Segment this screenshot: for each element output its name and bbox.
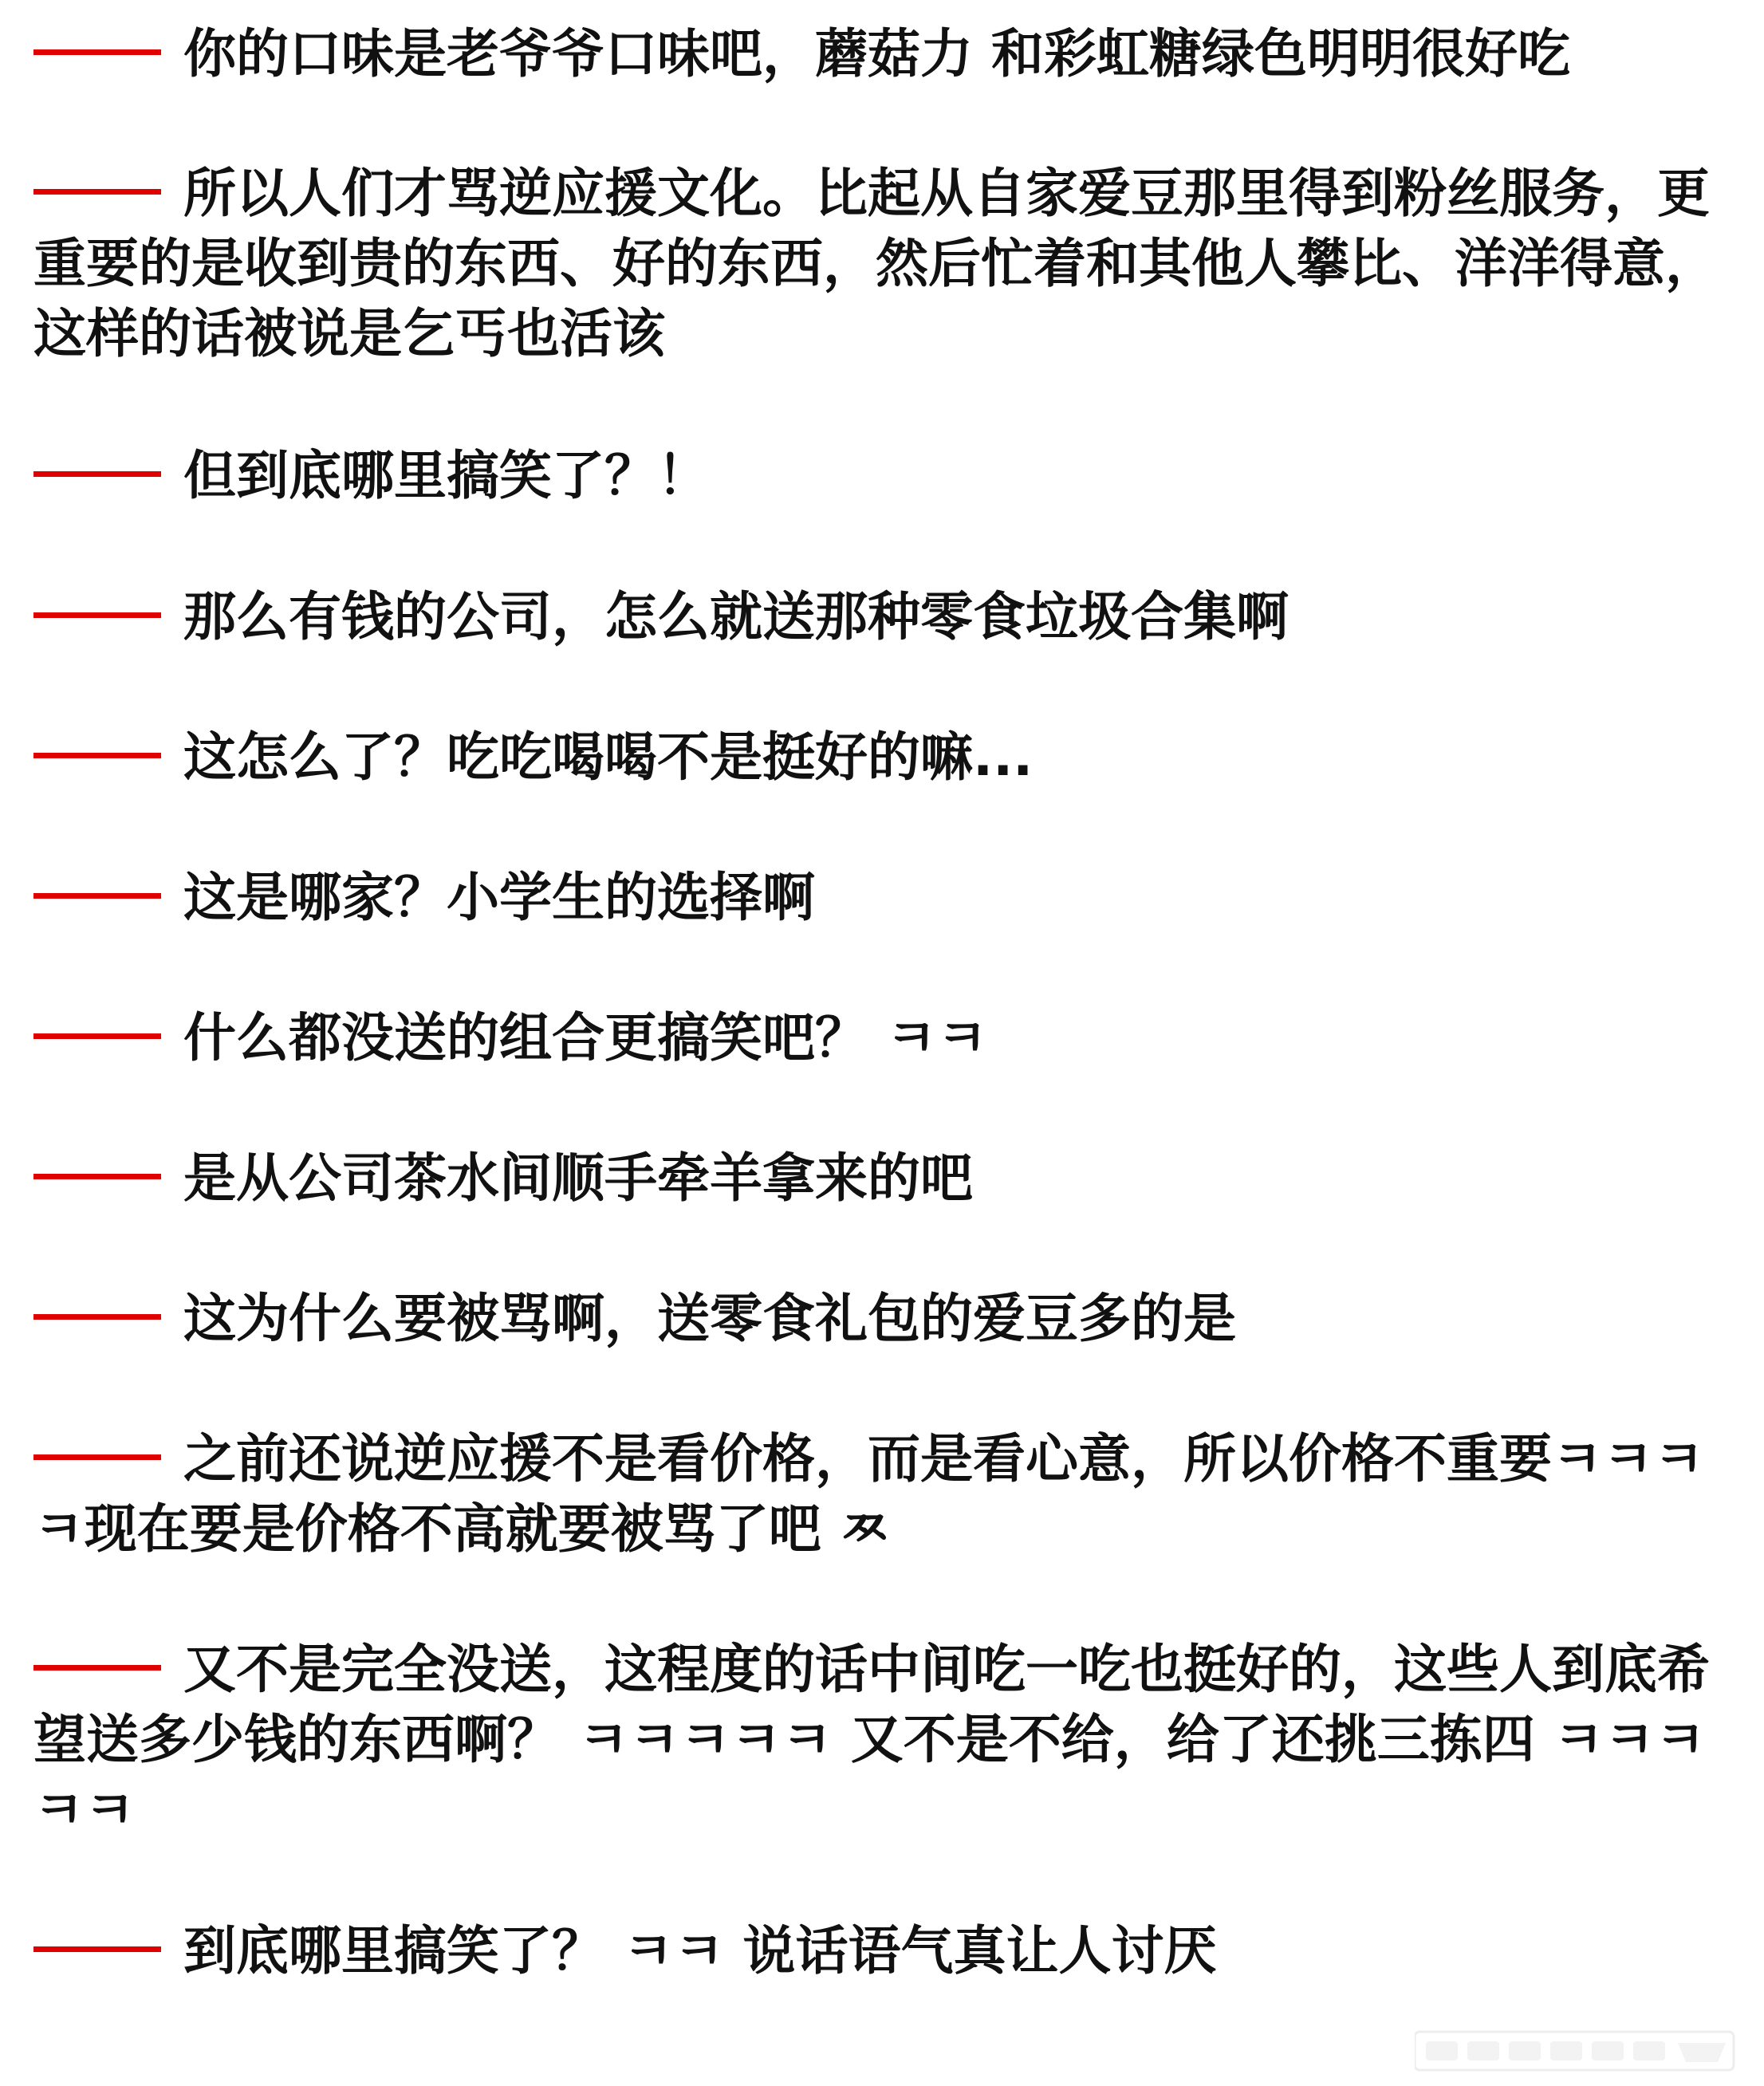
red-dash-icon [33, 1665, 161, 1671]
comment-text: 之前还说逆应援不是看价格，而是看心意，所以价格不重要ㅋㅋㅋㅋ现在要是价格不高就要被骂了吧 ㅉ [33, 1428, 1705, 1560]
comment-text: 这怎么了？吃吃喝喝不是挺好的嘛... [183, 726, 1034, 788]
watermark-logo [1415, 2027, 1750, 2075]
red-dash-icon [33, 1033, 161, 1039]
red-dash-icon [33, 1946, 161, 1952]
red-dash-icon [33, 189, 161, 195]
comment-item [33, 441, 1724, 511]
comment-item [33, 159, 1724, 369]
red-dash-icon [33, 1454, 161, 1460]
comment-item [33, 1916, 1724, 1986]
comment-text: 所以人们才骂逆应援文化。比起从自家爱豆那里得到粉丝服务，更重要的是收到贵的东西、好的东西，然后忙着和其他人攀比、洋洋得意，这样的话被说是乞丐也活该 [33, 163, 1718, 364]
comment-text: 到底哪里搞笑了？ ㅋㅋ 说话语气真让人讨厌 [183, 1920, 1217, 1982]
comment-item [33, 1003, 1724, 1073]
red-dash-icon [33, 1174, 161, 1179]
comment-text: 什么都没送的组合更搞笑吧？ ㅋㅋ [183, 1007, 988, 1069]
red-dash-icon [33, 1314, 161, 1320]
comment-text: 是从公司茶水间顺手牵羊拿来的吧 [183, 1147, 973, 1209]
comment-item [33, 722, 1724, 793]
comment-item [33, 1284, 1724, 1354]
red-dash-icon [33, 753, 161, 758]
red-dash-icon [33, 49, 161, 55]
comment-text: 你的口味是老爷爷口味吧，蘑菇力 和彩虹糖绿色明明很好吃 [183, 23, 1570, 85]
comment-item [33, 1635, 1724, 1845]
comment-text: 但到底哪里搞笑了？！ [183, 445, 710, 506]
comment-item [33, 19, 1724, 89]
comment-text: 那么有钱的公司，怎么就送那种零食垃圾合集啊 [183, 586, 1289, 647]
comment-item [33, 1143, 1724, 1214]
red-dash-icon [33, 471, 161, 477]
red-dash-icon [33, 893, 161, 899]
comment-item [33, 863, 1724, 933]
red-dash-icon [33, 612, 161, 618]
comment-item [33, 582, 1724, 652]
comment-text: 这为什么要被骂啊，送零食礼包的爱豆多的是 [183, 1288, 1236, 1349]
comment-item [33, 1424, 1724, 1564]
comment-text: 这是哪家？小学生的选择啊 [183, 867, 815, 928]
comment-text: 又不是完全没送，这程度的话中间吃一吃也挺好的，这些人到底希望送多少钱的东西啊？ ㅋㅋㅋㅋㅋ 又不是不给，给了还挑三拣四 ㅋㅋㅋㅋㅋ [33, 1639, 1710, 1840]
